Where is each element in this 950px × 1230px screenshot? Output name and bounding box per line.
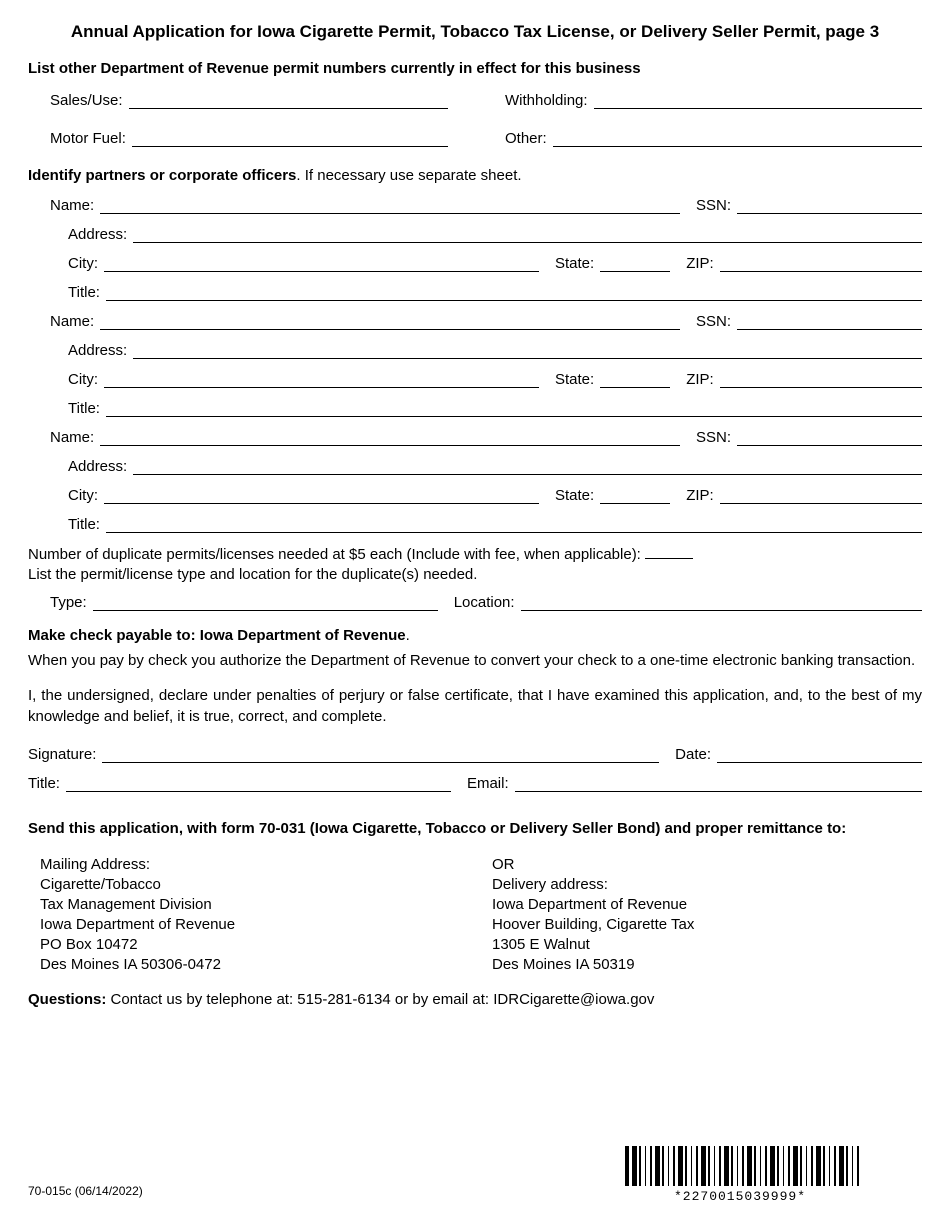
title-label: Title:: [68, 400, 100, 417]
city-label: City:: [68, 487, 98, 504]
page-title: Annual Application for Iowa Cigarette Permit, Tobacco Tax License, or Delivery Seller Permit, page 3: [70, 22, 880, 41]
city-input-line[interactable]: [104, 370, 539, 388]
state-input-line[interactable]: [600, 486, 670, 504]
title-email-row: [28, 774, 922, 792]
title-label: Title:: [68, 516, 100, 533]
zip-label: ZIP:: [686, 487, 714, 504]
mailing-address-line: Mailing Address:: [40, 856, 151, 873]
officers-heading-bold: Identify partners or corporate officers: [28, 167, 297, 184]
barcode-image: [625, 1146, 859, 1186]
state-input-line[interactable]: [600, 370, 670, 388]
city-input-line[interactable]: [104, 254, 539, 272]
other-input-line[interactable]: [553, 129, 922, 147]
location-input-line[interactable]: [521, 593, 922, 611]
signature-row: [28, 745, 922, 763]
name-label: Name:: [50, 313, 95, 330]
withholding-input-line[interactable]: [594, 91, 922, 109]
address-label: Address:: [68, 226, 128, 243]
sales-use-label: Sales/Use:: [50, 92, 123, 109]
title-input-line[interactable]: [106, 399, 922, 417]
type-location-row: [28, 593, 922, 611]
address-input-line[interactable]: [133, 341, 922, 359]
address-label: Address:: [68, 342, 128, 359]
city-label: City:: [68, 255, 98, 272]
officer-block-2: [28, 312, 922, 417]
name-input-line[interactable]: [100, 428, 680, 446]
city-input-line[interactable]: [104, 486, 539, 504]
withholding-label: Withholding:: [505, 92, 588, 109]
officers-heading-rest: . If necessary use separate sheet.: [296, 167, 522, 184]
mailing-address-line: PO Box 10472: [40, 936, 138, 953]
email-input-line[interactable]: [515, 774, 922, 792]
address-input-line[interactable]: [133, 457, 922, 475]
date-input-line[interactable]: [717, 745, 922, 763]
mailing-address-line: Tax Management Division: [40, 896, 212, 913]
location-label: Location:: [453, 594, 515, 611]
questions-text: Contact us by telephone at: 515-281-6134 or by email at: IDRCigarette@iowa.gov: [106, 991, 655, 1008]
questions-label: Questions:: [28, 991, 107, 1008]
payment-heading-period: .: [405, 627, 410, 644]
signer-title-input-line[interactable]: [66, 774, 451, 792]
ssn-input-line[interactable]: [737, 428, 922, 446]
name-input-line[interactable]: [100, 196, 680, 214]
duplicates-count-label: Number of duplicate permits/licenses needed at $5 each (Include with fee, when applicable):: [28, 546, 641, 563]
title-input-line[interactable]: [106, 515, 922, 533]
address-input-line[interactable]: [133, 225, 922, 243]
date-label: Date:: [675, 746, 711, 763]
other-label: Other:: [505, 130, 547, 147]
officer-block-1: [28, 196, 922, 301]
zip-input-line[interactable]: [720, 486, 922, 504]
type-input-line[interactable]: [93, 593, 438, 611]
delivery-address-line: OR: [492, 856, 515, 873]
motor-fuel-input-line[interactable]: [132, 129, 448, 147]
barcode-block: [625, 1146, 855, 1204]
city-label: City:: [68, 371, 98, 388]
payment-heading: [28, 627, 922, 644]
type-label: Type:: [50, 594, 87, 611]
state-label: State:: [555, 371, 595, 388]
signer-title-label: Title:: [28, 775, 60, 792]
delivery-address-line: 1305 E Walnut: [492, 936, 590, 953]
permits-section-heading: List other Department of Revenue permit numbers currently in effect for this business: [28, 60, 641, 77]
permits-row-2: [28, 129, 922, 147]
delivery-address-line: Iowa Department of Revenue: [492, 896, 688, 913]
address-label: Address:: [68, 458, 128, 475]
duplicates-line-1: [28, 544, 922, 565]
state-input-line[interactable]: [600, 254, 670, 272]
delivery-address-block: [492, 855, 922, 975]
mailing-address-line: Des Moines IA 50306-0472: [40, 956, 221, 973]
address-columns: [28, 855, 922, 975]
delivery-address-line: Des Moines IA 50319: [492, 956, 635, 973]
delivery-address-line: Delivery address:: [492, 876, 608, 893]
signature-input-line[interactable]: [102, 745, 659, 763]
email-label: Email:: [466, 775, 509, 792]
questions-line: [28, 991, 922, 1008]
state-label: State:: [555, 255, 595, 272]
mailing-address-line: Iowa Department of Revenue: [40, 916, 236, 933]
form-number: 70-015c (06/14/2022): [28, 1184, 143, 1198]
send-instructions-heading: Send this application, with form 70-031 (Iowa Cigarette, Tobacco or Delivery Seller Bond) and proper remittance to:: [28, 820, 847, 837]
motor-fuel-label: Motor Fuel:: [50, 130, 126, 147]
name-label: Name:: [50, 197, 95, 214]
officers-section-heading: [28, 167, 922, 184]
title-input-line[interactable]: [106, 283, 922, 301]
zip-label: ZIP:: [686, 371, 714, 388]
name-label: Name:: [50, 429, 95, 446]
ssn-label: SSN:: [695, 197, 731, 214]
declaration-paragraph: I, the undersigned, declare under penalties of perjury or false certificate, that I have examined this application, and, to the best of my knowledge and belief, it is true, correct, and complete.: [28, 687, 922, 725]
title-label: Title:: [68, 284, 100, 301]
state-label: State:: [555, 487, 595, 504]
signature-label: Signature:: [28, 746, 97, 763]
ssn-label: SSN:: [695, 313, 731, 330]
check-authorization-paragraph: When you pay by check you authorize the Department of Revenue to convert your check to a one-time electronic banking transaction.: [28, 652, 916, 669]
delivery-address-line: Hoover Building, Cigarette Tax: [492, 916, 695, 933]
barcode-text: *2270015039999*: [673, 1189, 807, 1204]
officer-block-3: [28, 428, 922, 533]
mailing-address-block: [40, 855, 492, 975]
duplicates-line-2: List the permit/license type and location for the duplicate(s) needed.: [28, 566, 478, 583]
duplicates-section: [28, 544, 922, 611]
zip-input-line[interactable]: [720, 254, 922, 272]
mailing-address-line: Cigarette/Tobacco: [40, 876, 161, 893]
zip-input-line[interactable]: [720, 370, 922, 388]
name-input-line[interactable]: [100, 312, 680, 330]
ssn-label: SSN:: [695, 429, 731, 446]
permits-row-1: [28, 91, 922, 109]
zip-label: ZIP:: [686, 255, 714, 272]
ssn-input-line[interactable]: [737, 312, 922, 330]
duplicates-count-input-line[interactable]: [645, 544, 693, 559]
sales-use-input-line[interactable]: [129, 91, 448, 109]
payment-heading-bold: Make check payable to: Iowa Department of Revenue: [28, 627, 406, 644]
ssn-input-line[interactable]: [737, 196, 922, 214]
